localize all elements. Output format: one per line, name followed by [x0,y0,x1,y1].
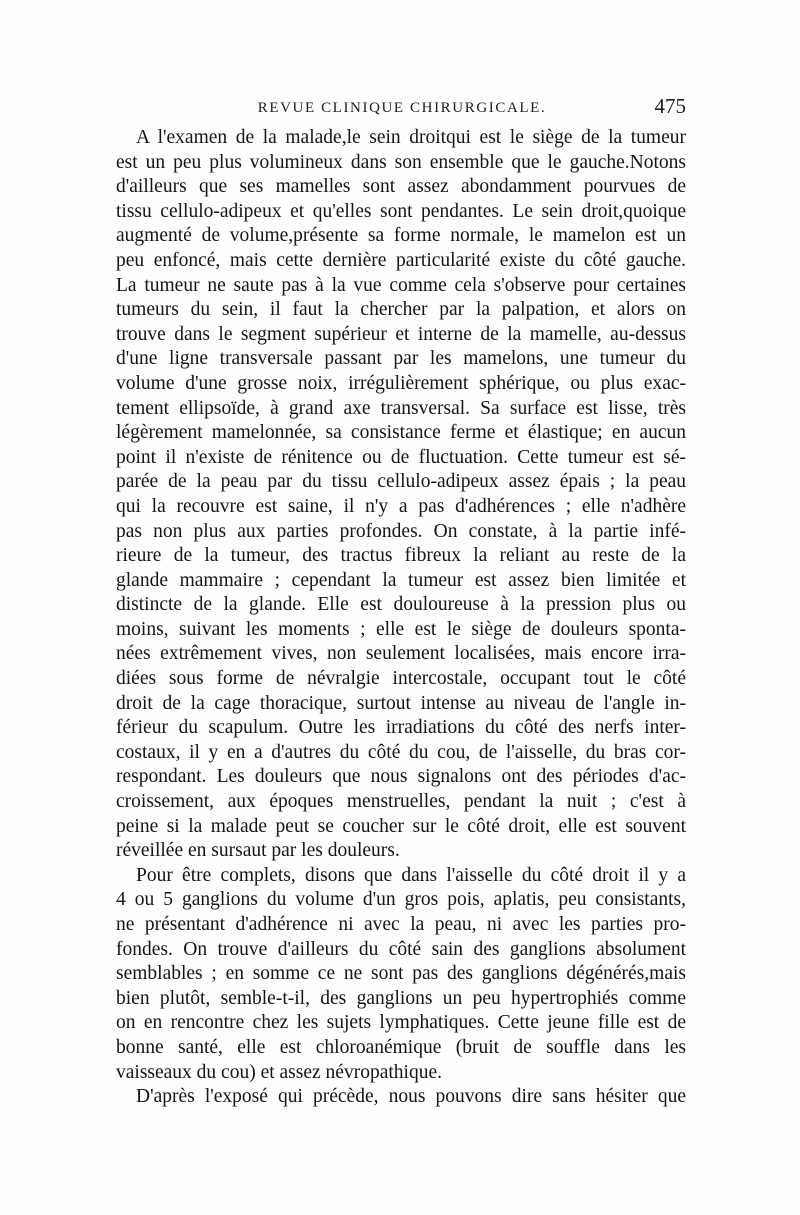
text-line: croissement, aux époques menstruelles, pendant la nuit ; c'est à [116,791,686,813]
text-line: trouve dans le segment supérieur et interne de la mamelle, au-dessus [116,323,686,345]
text-line: 4 ou 5 ganglions du volume d'un gros pois, aplatis, peu consistants, [116,889,686,911]
text-line: augmenté de volume,présente sa forme normale, le mamelon est un [116,225,686,247]
page-header [118,94,686,122]
text-line: distincte de la glande. Elle est douloureuse à la pression plus ou [116,594,686,616]
text-line: vaisseaux du cou) et assez névropathique. [116,1061,442,1083]
text-line: peu enfoncé, mais cette dernière particularité existe du côté gauche. [116,249,686,271]
text-line: bonne santé, elle est chloroanémique (bruit de souffle dans les [116,1036,686,1058]
text-line: est un peu plus volumineux dans son ensemble que le gauche.Notons [116,151,686,173]
text-line: nées extrêmement vives, non seulement localisées, mais encore irra- [116,643,686,665]
text-line: légèrement mamelonnée, sa consistance ferme et élastique; en aucun [116,422,686,444]
text-line: fondes. On trouve d'ailleurs du côté sain des ganglions absolument [116,938,686,960]
text-line: respondant. Les douleurs que nous signalons ont des périodes d'ac- [116,766,686,788]
text-line: rieure de la tumeur, des tractus fibreux la reliant au reste de la [116,545,686,567]
text-line: costaux, il y en a d'autres du côté du cou, de l'aisselle, du bras cor- [116,741,686,763]
text-line: point il n'existe de rénitence ou de fluctuation. Cette tumeur est sé- [116,446,686,468]
text-line: d'une ligne transversale passant par les mamelons, une tumeur du [116,348,686,370]
text-line: glande mammaire ; cependant la tumeur est assez bien limitée et [116,569,686,591]
body-text [116,126,686,1110]
text-line: D'après l'exposé qui précède, nous pouvons dire sans hésiter que [136,1086,686,1108]
text-line: ne présentant d'adhérence ni avec la peau, ni avec les parties pro- [116,914,686,935]
text-line: férieur du scapulum. Outre les irradiations du côté des nerfs inter- [116,717,686,739]
text-line: moins, suivant les moments ; elle est le siège de douleurs sponta- [116,618,686,640]
text-line: bien plutôt, semble-t-il, des ganglions un peu hypertrophiés comme [116,987,686,1009]
text-line: La tumeur ne saute pas à la vue comme cela s'observe pour certaines [116,274,686,296]
text-line: tement ellipsoïde, à grand axe transversal. Sa surface est lisse, très [116,397,686,419]
text-line: peine si la malade peut se coucher sur le côté droit, elle est souvent [116,815,686,837]
paragraph-3 [116,1085,686,1110]
text-line: réveillée en sursaut par les douleurs. [116,840,400,862]
text-line: on en rencontre chez les sujets lymphatiques. Cette jeune fille est de [116,1012,686,1034]
text-line: qui la recouvre est saine, il n'y a pas d'adhérences ; elle n'adhère [116,495,686,517]
text-line: diées sous forme de névralgie intercostale, occupant tout le côté [116,668,686,690]
text-line: semblables ; en somme ce ne sont pas des ganglions dégénérés,mais [116,963,686,985]
text-line: droit de la cage thoracique, surtout intense au niveau de l'angle in- [116,692,686,714]
running-title: REVUE CLINIQUE CHIRURGICALE. [257,100,547,116]
paragraph-1 [116,126,686,864]
page-number: 475 [654,94,686,118]
text-line: volume d'une grosse noix, irrégulièrement sphérique, ou plus exac- [116,372,686,394]
text-line: A l'examen de la malade,le sein droitqui est le siège de la tumeur [136,127,686,148]
text-line: parée de la peau par du tissu cellulo-adipeux assez épais ; la peau [116,471,686,493]
paragraph-2 [116,864,686,1085]
text-line: Pour être complets, disons que dans l'aisselle du côté droit il y a [136,864,686,886]
text-line: tumeurs du sein, il faut la chercher par la palpation, et alors on [116,299,686,321]
text-line: tissu cellulo-adipeux et qu'elles sont pendantes. Le sein droit,quoique [116,200,686,222]
text-line: pas non plus aux parties profondes. On constate, à la partie infé- [116,520,686,542]
text-line: d'ailleurs que ses mamelles sont assez abondamment pourvues de [116,176,686,198]
